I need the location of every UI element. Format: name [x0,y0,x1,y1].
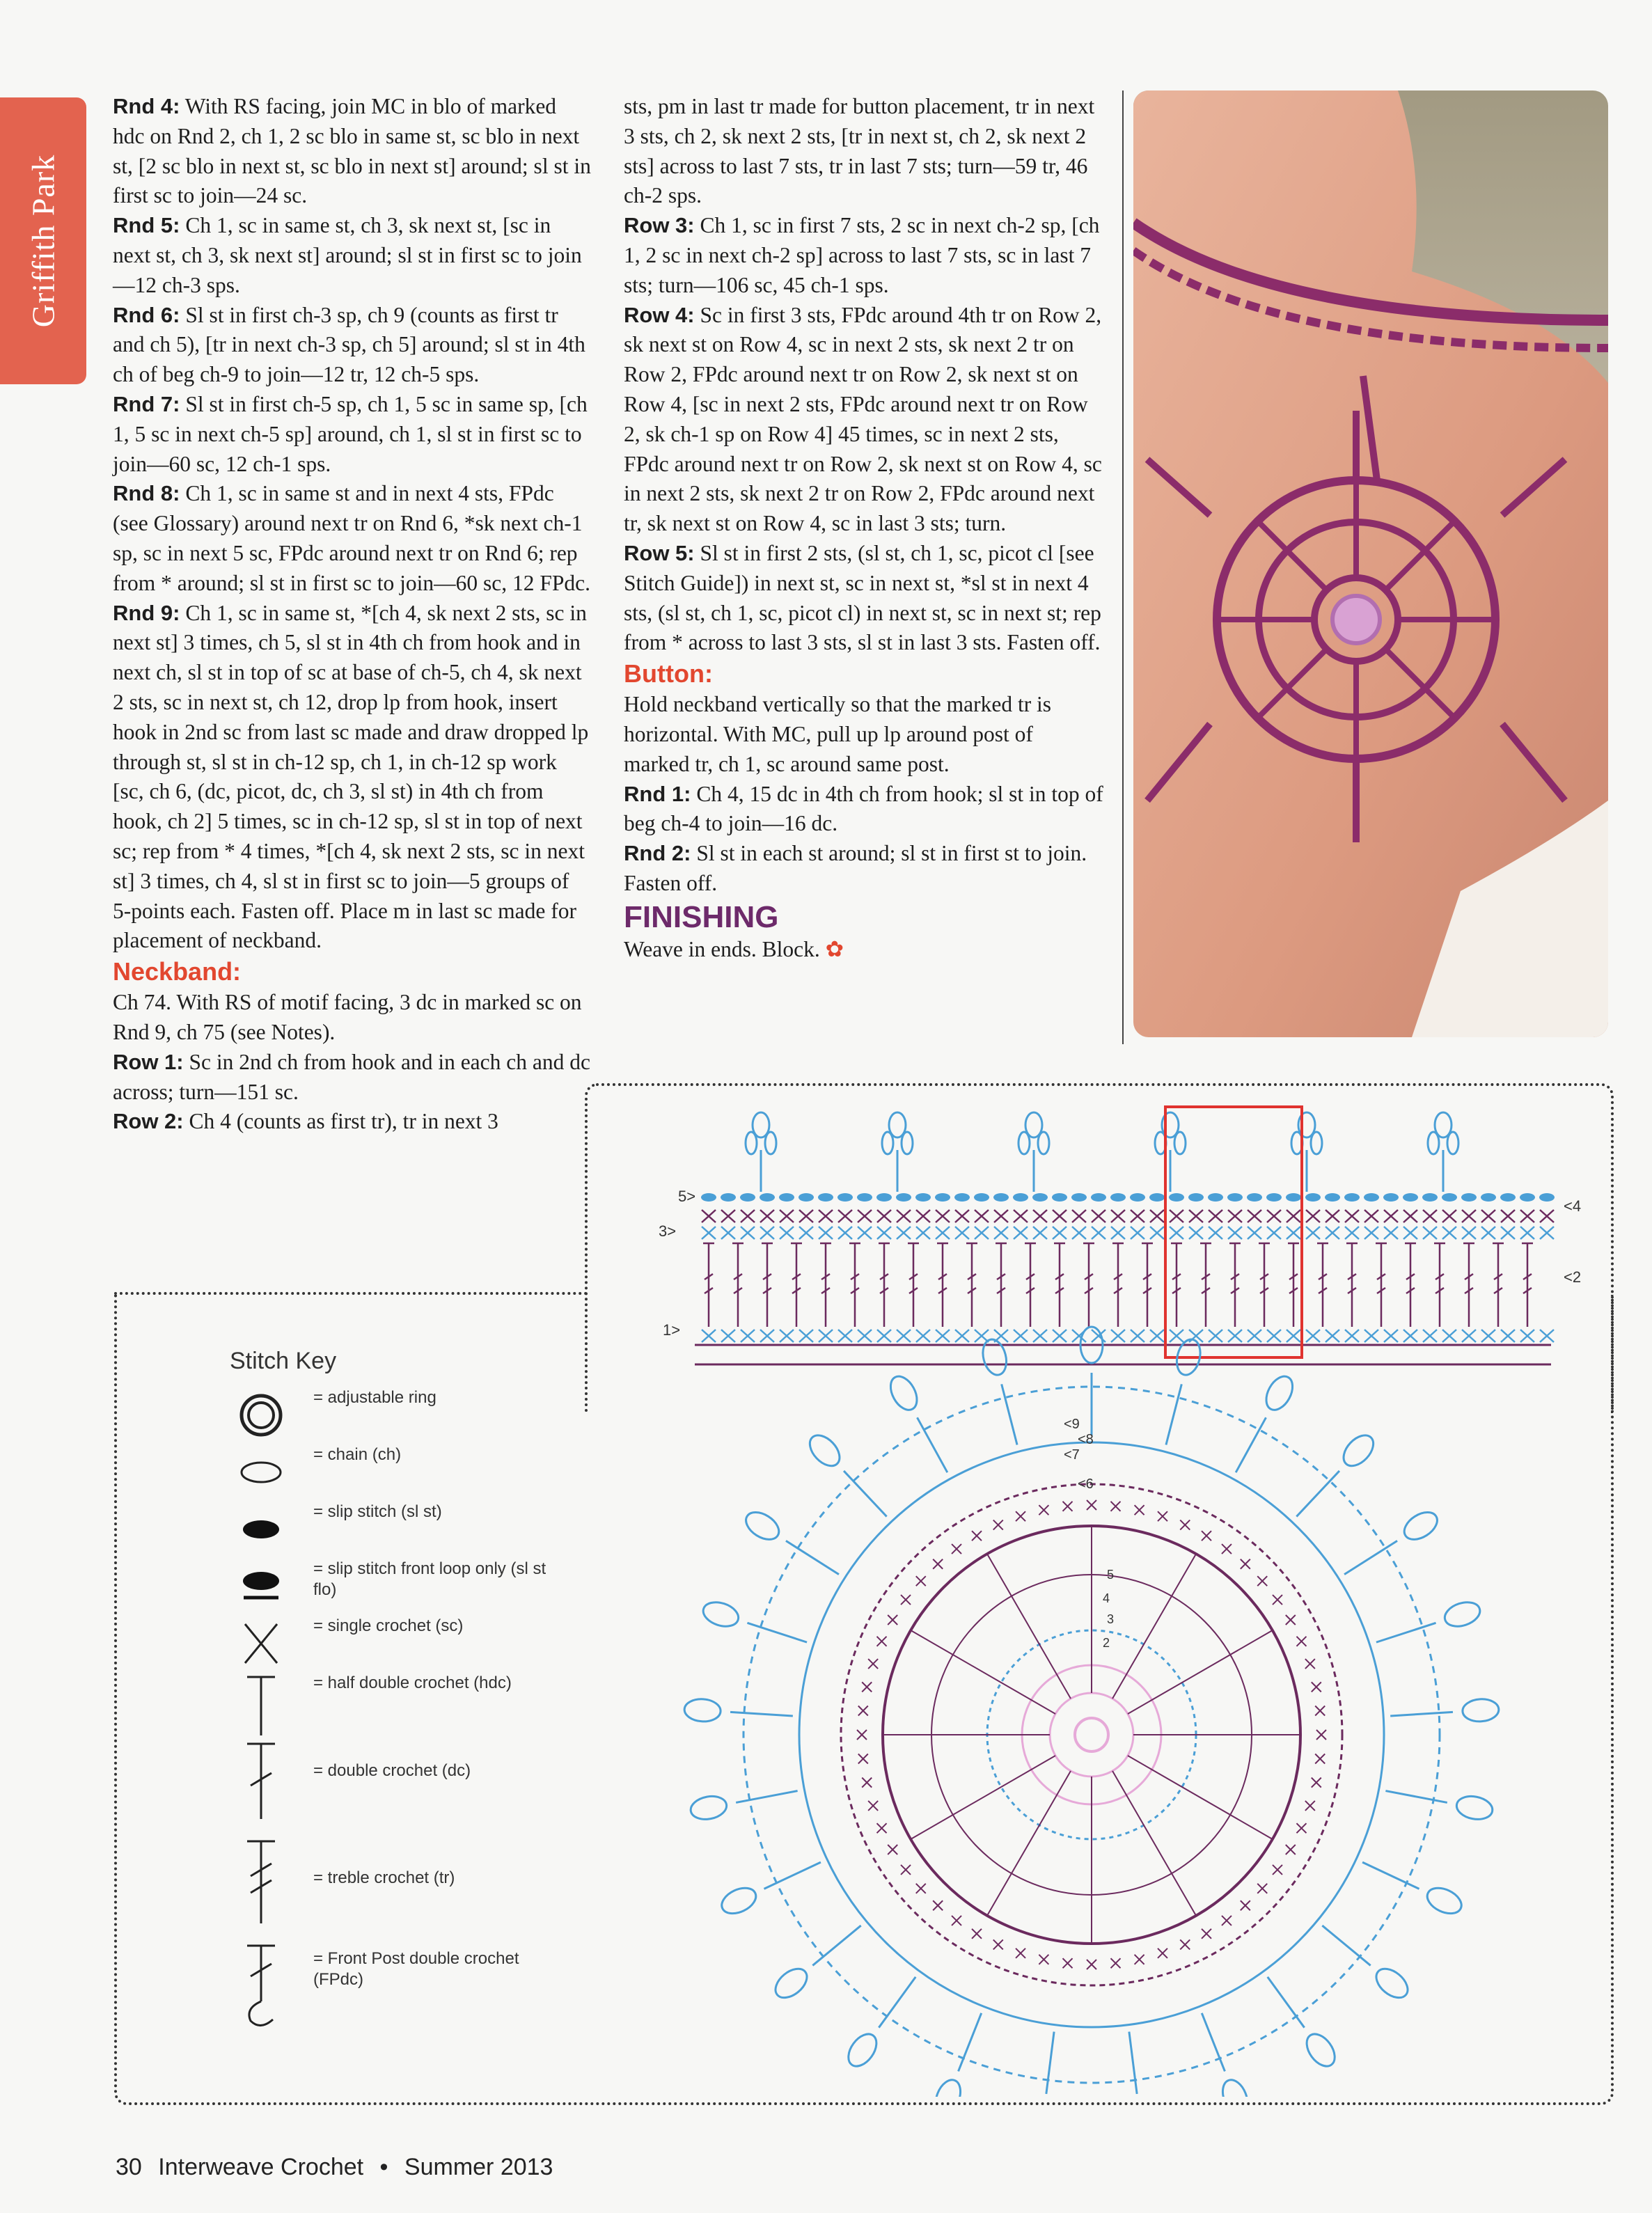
section-tab [0,97,86,384]
center-label-2: 2 [1103,1636,1110,1650]
stitch-chart-svg [590,1087,1614,2097]
stitch-chart [590,1087,1614,2097]
row-5: Row 5: Sl st in first 2 sts, (sl st, ch 1, sc, picot cl [see Stitch Guide]) in next st, sc in next st, *sl st in next 4 sts, (sl st, ch 1, sc, picot cl) in next st, sc in next st; rep from * across to last 3 sts, sl st in last 3 sts. Fasten off. [624,540,1101,655]
necklace-photo [1133,90,1608,1037]
round-label-6: <6 [1078,1476,1094,1492]
stitch-key-title: Stitch Key [230,1348,337,1374]
slip-stitch-icon [230,1502,292,1559]
key-chain: = chain (ch) [230,1444,550,1502]
row-label-4: <4 [1564,1197,1582,1215]
neckband-intro: Ch 74. With RS of motif facing, 3 dc in marked sc on Rnd 9, ch 75 (see Notes). [113,990,582,1044]
key-fpdc: = Front Post double crochet (FPdc) [230,1942,550,2032]
center-label-5: 5 [1107,1568,1115,1582]
stitch-key [230,1348,550,2032]
single-crochet-icon [230,1616,292,1673]
button-intro: Hold neckband vertically so that the marked tr is horizontal. With MC, pull up lp around post of marked tr, ch 1, sc around same post. [624,692,1052,776]
key-treble-crochet: = treble crochet (tr) [230,1837,550,1942]
row-label-5: 5> [678,1188,696,1205]
row-2: Row 2: Ch 4 (counts as first tr), tr in next 3 [113,1109,498,1134]
key-half-double-crochet: = half double crochet (hdc) [230,1673,550,1740]
key-double-crochet: = double crochet (dc) [230,1740,550,1837]
key-slip-stitch-flo: = slip stitch front loop only (sl st flo) [230,1559,550,1616]
rnd-4: Rnd 4: With RS facing, join MC in blo of marked hdc on Rnd 2, ch 1, 2 sc blo in same st, sc blo in next st, [2 sc blo in next st, sc blo in next st] around; sl st in first sc to join—24 sc. [113,94,591,208]
finishing-text: Weave in ends. Block. ✿ [624,936,844,961]
motif-chart [684,1327,1500,2097]
center-label-3: 3 [1107,1612,1115,1626]
row-1: Row 1: Sc in 2nd ch from hook and in each ch and dc across; turn—151 sc. [113,1049,590,1104]
fpdc-icon [230,1942,292,2032]
button-rnd-1: Rnd 1: Ch 4, 15 dc in 4th ch from hook; sl st in top of beg ch-4 to join—16 dc. [624,781,1103,836]
rnd-7: Rnd 7: Sl st in first ch-5 sp, ch 1, 5 sc in same sp, [ch 1, 5 sc in next ch-5 sp] around, ch 1, sl st in first sc to join—60 sc, 12 ch-1 sps. [113,391,588,476]
column-divider [1122,90,1124,1044]
row-label-1: 1> [663,1321,681,1339]
rnd-9: Rnd 9: Ch 1, sc in same st, *[ch 4, sk next 2 sts, sc in next st] 3 times, ch 5, sl st in 4th ch from hook and in next ch, sl st in top of sc at base of ch-5, ch 4, sk next 2 sts, sc in next st, ch 12, drop lp from hook, insert hook in 2nd sc from last sc made and draw dropped lp through st, sl st in ch-12 sp, ch 1, in ch-12 sp work [sc, ch 6, (dc, picot, dc, ch 3, sl st) in 4th ch from hook, ch 2] 5 times, sc in ch-12 sp, sl st in top of next sc; rep from * 4 times, *[ch 4, sk next 2 sts, sc in next st] 3 times, ch 4, sl st in first sc to join—5 groups of 5-points each. Fasten off. Place m in last sc made for placement of neckband. [113,600,589,953]
rnd-5: Rnd 5: Ch 1, sc in same st, ch 3, sk next st, [sc in next st, ch 3, sk next st] around; sl st in first sc to join—12 ch-3 sps. [113,213,582,297]
footer-bullet: • [379,2154,388,2180]
issue-name: Summer 2013 [404,2154,553,2180]
end-flower-icon: ✿ [825,936,844,961]
page-number: 30 [116,2154,142,2180]
treble-crochet-icon [230,1837,292,1928]
page-footer [116,2154,563,2181]
chain-icon [230,1444,292,1502]
section-tab-label: Griffith Park [25,154,61,328]
row-label-2: <2 [1564,1268,1582,1286]
instructions-column-1 [113,92,592,1137]
instructions-column-2 [624,92,1104,965]
necklace-photo-illustration [1133,90,1608,1037]
neckband-chart [659,1107,1581,1364]
adjustable-ring-icon [230,1387,292,1444]
row-4: Row 4: Sc in first 3 sts, FPdc around 4th tr on Row 2, sk next st on Row 4, sc in next 2 sts, sk next 2 tr on Row 2, FPdc around next tr on Row 2, sk next st on Row 4, [sc in next 2 sts, FPdc around next tr on Row 2, sk ch-1 sp on Row 4] 45 times, sc in next 2 sts, FPdc around next tr on Row 2, sk next st on Row 4, sc in next 2 sts, sk next 2 tr on Row 2, FPdc around next tr, sk next st on Row 4, sc in last 3 sts; turn. [624,302,1102,536]
chart-frame-left-top [114,1292,588,1295]
half-double-crochet-icon [230,1673,292,1740]
key-single-crochet: = single crochet (sc) [230,1616,550,1673]
round-label-8: <8 [1078,1432,1094,1447]
button-rnd-2: Rnd 2: Sl st in each st around; sl st in first st to join. Fasten off. [624,841,1087,895]
button-heading: Button: [624,659,713,688]
finishing-heading: FINISHING [624,899,779,934]
center-label-4: 4 [1103,1591,1110,1605]
rnd-6: Rnd 6: Sl st in first ch-3 sp, ch 9 (counts as first tr and ch 5), [tr in next ch-3 sp, ch 5] around; sl st in 4th ch of beg ch-9 to join—12 tr, 12 ch-5 sps. [113,302,585,387]
row-3: Row 3: Ch 1, sc in first 7 sts, 2 sc in next ch-2 sp, [ch 1, 2 sc in next ch-2 sp] across to last 7 sts, sc in last 7 sts; turn—106 sc, 45 ch-1 sps. [624,213,1100,297]
row-2-continued: sts, pm in last tr made for button placement, tr in next 3 sts, ch 2, sk next 2 sts, [tr in next st, ch 2, sk next 2 sts] across to last 7 sts, tr in last 7 sts; turn—59 tr, 46 ch-2 sps. [624,94,1095,208]
row-label-3: 3> [659,1222,677,1240]
key-slip-stitch: = slip stitch (sl st) [230,1502,550,1559]
double-crochet-icon [230,1740,292,1823]
round-label-7: <7 [1064,1447,1080,1463]
round-label-9: <9 [1064,1417,1080,1432]
rnd-8: Rnd 8: Ch 1, sc in same st and in next 4 sts, FPdc (see Glossary) around next tr on Rnd 6, *sk next ch-1 sp, sc in next 5 sc, FPdc around next tr on Rnd 6; rep from * around; sl st in first sc to join—60 sc, 12 FPdc. [113,481,590,595]
slip-stitch-flo-icon [230,1559,292,1616]
magazine-name: Interweave Crochet [158,2154,364,2180]
key-adjustable-ring: = adjustable ring [230,1387,550,1444]
neckband-heading: Neckband: [113,957,242,986]
